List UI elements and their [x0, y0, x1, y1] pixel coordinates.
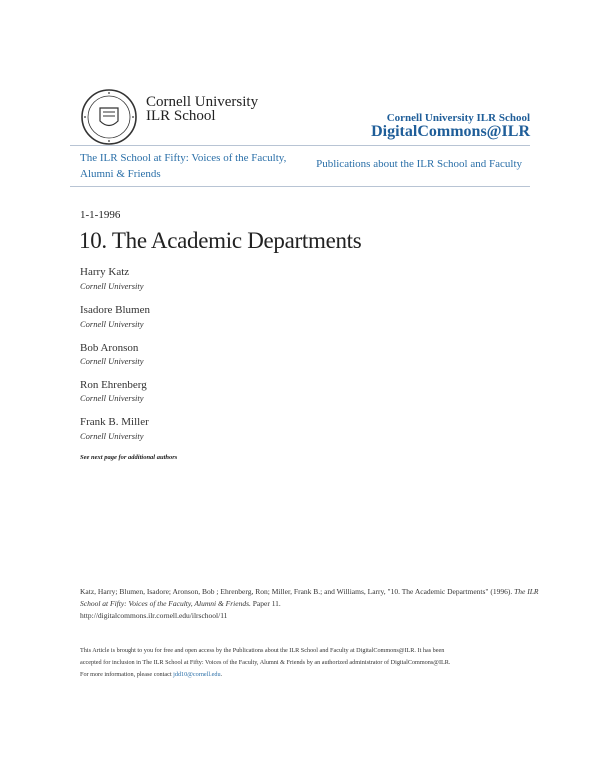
author-name: Bob Aronson [80, 342, 139, 354]
notice-line: accepted for inclusion in The ILR School at Fifty: Voices of the Faculty, Alumni & Friends by an authorized administrator of DigitalCommons@ILR. [80, 659, 451, 666]
citation-url[interactable]: http://digitalcommons.ilr.cornell.edu/ilrschool/11 [80, 611, 228, 620]
author-name: Ron Ehrenberg [80, 379, 147, 391]
collection-band-bottom-rule [70, 186, 530, 187]
recommended-citation [80, 586, 540, 622]
author-affiliation: Cornell University [80, 431, 144, 441]
access-notice [80, 645, 540, 681]
university-logo-text [146, 95, 258, 123]
collection-link-ilr-at-fifty[interactable]: The ILR School at Fifty: Voices of the Faculty, Alumni & Friends [80, 152, 287, 180]
publication-date: 1-1-1996 [80, 209, 121, 221]
author-name: Harry Katz [80, 266, 130, 278]
notice-line: This Article is brought to you for free and open access by the Publications about the ILR School and Faculty at DigitalCommons@ILR. It has been [80, 647, 445, 654]
author-affiliation: Cornell University [80, 393, 144, 403]
author-name: Isadore Blumen [80, 304, 150, 316]
see-next-page-note: See next page for additional authors [80, 454, 178, 461]
contact-email-link[interactable]: jdd10@cornell.edu [173, 671, 221, 678]
author-name: Frank B. Miller [80, 416, 149, 428]
citation-paper: Paper 11. [250, 599, 281, 608]
author-affiliation: Cornell University [80, 319, 144, 329]
citation-text: Katz, Harry; Blumen, Isadore; Aronson, Bob ; Ehrenberg, Ron; Miller, Frank B.; and Williams, Larry, "10. The Academic Departments" (1996). [80, 587, 515, 596]
brand-school-name: Cornell University ILR School [386, 112, 530, 124]
logo-line-university: Cornell University [146, 94, 259, 110]
notice-period: . [220, 671, 223, 678]
article-title: 10. The Academic Departments [79, 228, 362, 253]
collection-band-top-rule [70, 145, 530, 146]
digitalcommons-link[interactable]: DigitalCommons@ILR [371, 123, 530, 140]
notice-contact-text: For more information, please contact [80, 671, 174, 678]
notice-line [80, 669, 540, 681]
cornell-seal-logo [80, 88, 138, 146]
author-affiliation: Cornell University [80, 356, 144, 366]
author-affiliation: Cornell University [80, 281, 144, 291]
citation-series-title: The ILR School at Fifty: Voices of the Faculty, Alumni & Friends. [80, 587, 539, 608]
collection-link-publications[interactable]: Publications about the ILR School and Faculty [316, 158, 522, 170]
logo-line-school: ILR School [146, 108, 216, 124]
